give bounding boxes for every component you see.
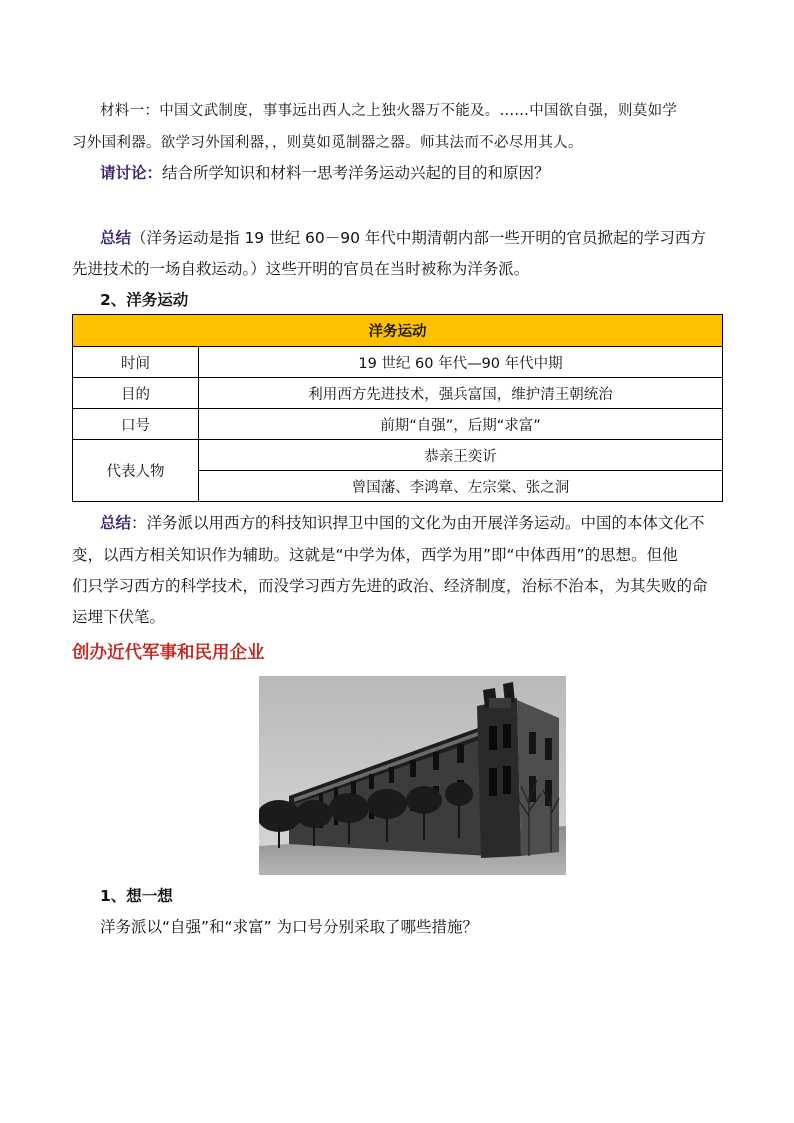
- table-header: 洋务运动: [73, 315, 723, 347]
- row-value-purpose: 利用西方先进技术，强兵富国，维护清王朝统治: [199, 378, 723, 409]
- table-row: [73, 347, 723, 378]
- summary-1-line-2: 先进技术的一场自救运动。）这些开明的官员在当时被称为洋务派。: [72, 260, 530, 278]
- summary-2-line-2: 变，以西方相关知识作为辅助。这就是“中学为体，西学为用”即“中体西用”的思想。但他: [72, 546, 678, 564]
- yangwu-table: [72, 314, 723, 502]
- row-value-slogan: 前期“自强”，后期“求富”: [199, 409, 723, 440]
- section-2-title: 2、洋务运动: [100, 291, 189, 309]
- material-line-1: 材料一：中国文武制度，事事远出西人之上独火器万不能及。……中国欲自强，则莫如学: [100, 103, 678, 119]
- row-label-representatives: 代表人物: [73, 440, 199, 502]
- think-title: 1、想一想: [100, 887, 173, 905]
- summary-2-text: ：洋务派以用西方的科技知识捍卫中国的文化为由开展洋务运动。中国的本体文化不: [131, 514, 705, 532]
- discussion-text: 结合所学知识和材料一思考洋务运动兴起的目的和原因？: [162, 164, 550, 182]
- section-heading-enterprises: 创办近代军事和民用企业: [72, 643, 265, 663]
- summary-1-text: （洋务运动是指 19 世纪 60－90 年代中期清朝内部一些开明的官员掀起的学习西方: [131, 229, 706, 247]
- think-question: 洋务派以“自强”和“求富” 为口号分别采取了哪些措施？: [100, 918, 479, 936]
- row-value-rep-1: 恭亲王奕䜣: [199, 440, 723, 471]
- row-label-purpose: 目的: [73, 378, 199, 409]
- discussion-label: 请讨论：: [100, 164, 163, 182]
- summary-1-label: 总结: [100, 229, 132, 247]
- table-row: [73, 440, 723, 471]
- row-label-time: 时间: [73, 347, 199, 378]
- summary-1-line-1: [100, 228, 706, 248]
- material-line-2: 习外国利器。欲学习外国利器，，则莫如觅制器之器。师其法而不必尽用其人。: [72, 135, 583, 151]
- building-photo: [259, 676, 566, 875]
- summary-2-label: 总结: [100, 514, 132, 532]
- discussion-prompt: [100, 163, 550, 183]
- table-row: [73, 409, 723, 440]
- row-value-rep-2: 曾国藩、李鸿章、左宗棠、张之洞: [199, 471, 723, 502]
- table-row: [73, 378, 723, 409]
- row-label-slogan: 口号: [73, 409, 199, 440]
- row-value-time: 19 世纪 60 年代—90 年代中期: [199, 347, 723, 378]
- summary-2-line-1: [100, 513, 705, 533]
- summary-2-line-3: 们只学习西方的科学技术，而没学习西方先进的政治、经济制度，治标不治本，为其失败的命: [72, 577, 708, 595]
- summary-2-line-4: 运埋下伏笔。: [72, 608, 166, 626]
